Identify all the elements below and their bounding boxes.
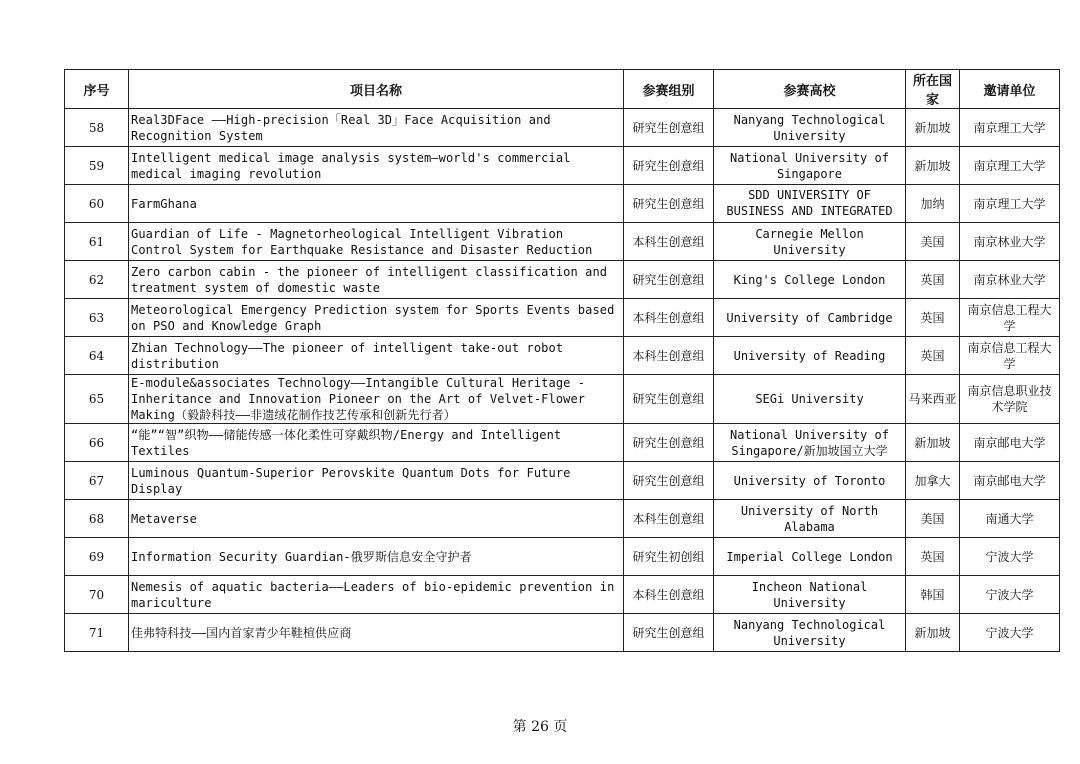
cell-school — [714, 424, 906, 462]
cell-country: 马来西亚 — [906, 375, 960, 424]
header-country: 所在国家 — [906, 70, 960, 109]
cell-project-name: Meteorological Emergency Prediction system for Sports Events based on PSO and Knowledge Graph — [129, 299, 624, 337]
cell-group: 本科生创意组 — [624, 500, 714, 538]
cell-project-name: 佳弗特科技——国内首家青少年鞋楦供应商 — [129, 614, 624, 652]
cell-group: 本科生创意组 — [624, 576, 714, 614]
table-row — [65, 261, 1060, 299]
table-row — [65, 147, 1060, 185]
project-list-table — [64, 69, 1060, 652]
cell-group: 研究生创意组 — [624, 109, 714, 147]
cell-group: 研究生创意组 — [624, 614, 714, 652]
school-text: University of Reading — [733, 348, 886, 363]
cell-school — [714, 576, 906, 614]
table-row — [65, 538, 1060, 576]
cell-school — [714, 261, 906, 299]
cell-project-name: Zero carbon cabin - the pioneer of intelligent classification and treatment system of domestic waste — [129, 261, 624, 299]
cell-country: 英国 — [906, 337, 960, 375]
cell-school — [714, 337, 906, 375]
table-row — [65, 223, 1060, 261]
cell-no: 65 — [65, 375, 129, 424]
cell-project-name: Real3DFace ——High-precision「Real 3D」Face Acquisition and Recognition System — [129, 109, 624, 147]
table-row — [65, 614, 1060, 652]
table-row — [65, 424, 1060, 462]
cell-no: 59 — [65, 147, 129, 185]
school-text: National University of Singapore/新加坡国立大学 — [730, 427, 889, 458]
cell-country: 新加坡 — [906, 614, 960, 652]
cell-inviter: 南京理工大学 — [960, 147, 1060, 185]
cell-country: 新加坡 — [906, 424, 960, 462]
table-row — [65, 375, 1060, 424]
table-header-row — [65, 70, 1060, 109]
cell-country: 韩国 — [906, 576, 960, 614]
table-row — [65, 337, 1060, 375]
cell-inviter: 南京邮电大学 — [960, 462, 1060, 500]
cell-country: 新加坡 — [906, 147, 960, 185]
school-text: Imperial College London — [726, 549, 893, 564]
school-text: SDD UNIVERSITY OF BUSINESS AND INTEGRATED — [726, 187, 893, 218]
cell-school — [714, 538, 906, 576]
cell-project-name: “能”“智”织物——储能传感一体化柔性可穿戴织物/Energy and Intelligent Textiles — [129, 424, 624, 462]
cell-inviter: 南京理工大学 — [960, 109, 1060, 147]
cell-project-name: Guardian of Life - Magnetorheological Intelligent Vibration Control System for Earthquake Resistance and Disaster Reduction — [129, 223, 624, 261]
school-text: Nanyang Technological University — [733, 617, 886, 648]
cell-school — [714, 299, 906, 337]
cell-country: 新加坡 — [906, 109, 960, 147]
cell-school — [714, 614, 906, 652]
cell-no: 63 — [65, 299, 129, 337]
cell-inviter: 南京邮电大学 — [960, 424, 1060, 462]
cell-country: 英国 — [906, 261, 960, 299]
cell-group: 本科生创意组 — [624, 299, 714, 337]
cell-school — [714, 375, 906, 424]
cell-inviter: 南京信息职业技术学院 — [960, 375, 1060, 424]
cell-no: 69 — [65, 538, 129, 576]
page-number: 第 26 页 — [512, 719, 568, 735]
cell-country: 英国 — [906, 538, 960, 576]
cell-group: 本科生创意组 — [624, 223, 714, 261]
cell-school — [714, 109, 906, 147]
cell-inviter: 南京林业大学 — [960, 261, 1060, 299]
cell-project-name: Intelligent medical image analysis system—world's commercial medical imaging revolution — [129, 147, 624, 185]
cell-project-name: Metaverse — [129, 500, 624, 538]
cell-inviter: 南京信息工程大学 — [960, 299, 1060, 337]
cell-no: 66 — [65, 424, 129, 462]
school-text: University of North Alabama — [740, 503, 879, 534]
cell-project-name: E-module&associates Technology——Intangible Cultural Heritage - Inheritance and Innovation Pioneer on the Art of Velvet-Flower Making（毅龄科技——非遗绒花制作技艺传承和创新先行者） — [129, 375, 624, 424]
cell-country: 加拿大 — [906, 462, 960, 500]
cell-no: 58 — [65, 109, 129, 147]
header-inviter: 邀请单位 — [960, 70, 1060, 109]
table-row — [65, 500, 1060, 538]
header-group: 参赛组别 — [624, 70, 714, 109]
cell-no: 68 — [65, 500, 129, 538]
cell-school — [714, 462, 906, 500]
school-text: SEGi University — [755, 392, 864, 406]
school-text: Incheon National University — [751, 579, 868, 610]
cell-country: 英国 — [906, 299, 960, 337]
cell-no: 62 — [65, 261, 129, 299]
cell-project-name: Information Security Guardian-俄罗斯信息安全守护者 — [129, 538, 624, 576]
cell-project-name: Zhian Technology——The pioneer of intelligent take-out robot distribution — [129, 337, 624, 375]
cell-no: 67 — [65, 462, 129, 500]
table-row — [65, 462, 1060, 500]
school-text: University of Cambridge — [726, 310, 893, 325]
cell-group: 研究生创意组 — [624, 185, 714, 223]
cell-country: 美国 — [906, 500, 960, 538]
cell-no: 60 — [65, 185, 129, 223]
header-no: 序号 — [65, 70, 129, 109]
cell-project-name: Luminous Quantum-Superior Perovskite Quantum Dots for Future Display — [129, 462, 624, 500]
table-row — [65, 109, 1060, 147]
cell-school — [714, 500, 906, 538]
school-text: Nanyang Technological University — [733, 112, 886, 143]
cell-country: 加纳 — [906, 185, 960, 223]
header-school: 参赛高校 — [714, 70, 906, 109]
cell-group: 研究生创意组 — [624, 424, 714, 462]
school-text: National University of Singapore — [730, 150, 889, 181]
header-project-name: 项目名称 — [129, 70, 624, 109]
school-text: Carnegie Mellon University — [755, 226, 864, 257]
table-row — [65, 576, 1060, 614]
table-body — [65, 109, 1060, 652]
cell-inviter: 宁波大学 — [960, 576, 1060, 614]
school-text: King's College London — [733, 272, 886, 287]
cell-school — [714, 185, 906, 223]
cell-inviter: 宁波大学 — [960, 614, 1060, 652]
cell-inviter: 南京理工大学 — [960, 185, 1060, 223]
cell-group: 研究生创意组 — [624, 147, 714, 185]
cell-inviter: 南通大学 — [960, 500, 1060, 538]
cell-group: 研究生创意组 — [624, 375, 714, 424]
cell-country: 美国 — [906, 223, 960, 261]
cell-no: 61 — [65, 223, 129, 261]
cell-no: 70 — [65, 576, 129, 614]
cell-project-name: Nemesis of aquatic bacteria——Leaders of bio-epidemic prevention in mariculture — [129, 576, 624, 614]
cell-school — [714, 223, 906, 261]
cell-no: 64 — [65, 337, 129, 375]
cell-group: 本科生创意组 — [624, 337, 714, 375]
cell-group: 研究生创意组 — [624, 462, 714, 500]
cell-school — [714, 147, 906, 185]
cell-inviter: 南京林业大学 — [960, 223, 1060, 261]
table-row — [65, 185, 1060, 223]
cell-project-name: FarmGhana — [129, 185, 624, 223]
cell-inviter: 南京信息工程大学 — [960, 337, 1060, 375]
table-row — [65, 299, 1060, 337]
cell-group: 研究生创意组 — [624, 261, 714, 299]
cell-no: 71 — [65, 614, 129, 652]
cell-inviter: 宁波大学 — [960, 538, 1060, 576]
cell-group: 研究生初创组 — [624, 538, 714, 576]
school-text: University of Toronto — [733, 473, 886, 488]
